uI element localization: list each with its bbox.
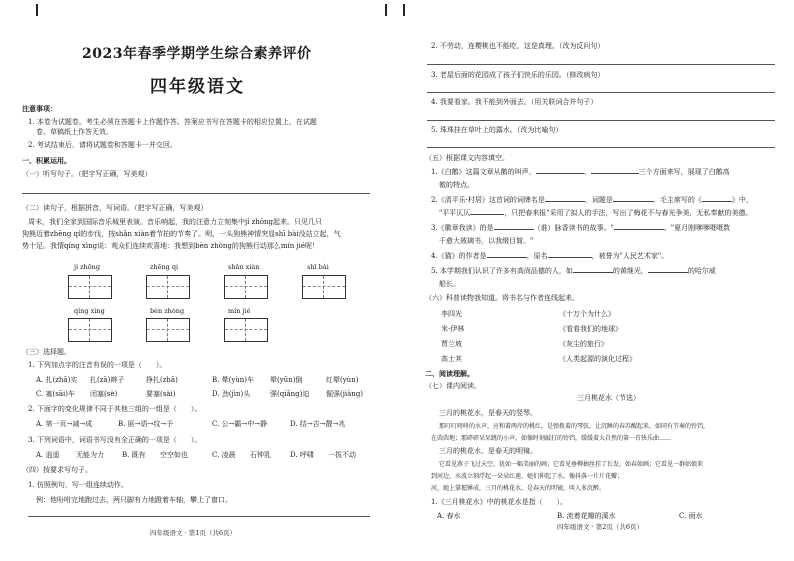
- fill-continuation: [439, 209, 752, 218]
- pinyin-label: shī bài: [307, 263, 329, 271]
- mc-option: 挣扎(zhā): [146, 376, 178, 384]
- rewrite-question: 5. 珠珠挂在草叶上的露水。（改为比喻句）: [431, 126, 563, 134]
- section-rewrite: （四）按要求写句子。: [22, 466, 92, 474]
- blank[interactable]: [548, 257, 592, 258]
- fill-text: 3.《徽章我读》的是: [431, 224, 494, 232]
- mc-option: D. 劲(jìn)头: [212, 390, 251, 398]
- reading-line: 在茵茵地；那碎碎呆呆跳的小声，如像时刻敲打的铃铛，缓缓着大自然的第一首快乐曲……: [431, 435, 672, 442]
- author-name[interactable]: 米·伊林: [441, 325, 465, 333]
- question-pinyin: （二）读句子，根据拼音，写词语。（把字写正确，写美观）: [22, 204, 208, 212]
- rewrite-question: 3. 老屋后面的花园成了孩子们快乐的乐园。（修改病句）: [431, 71, 605, 79]
- author-name[interactable]: 李四光: [441, 310, 462, 318]
- mc-option[interactable]: B. 流着花瓣的溪水: [557, 512, 616, 520]
- fill-text: ，词题是: [584, 196, 613, 204]
- fill-text: ，被誉为"人民艺术家"。: [591, 252, 669, 260]
- rewrite-example: 例：他吩咐完地跑过去，两只脚有力地蹬着车轴，攀上了窗口。: [36, 496, 232, 504]
- blank[interactable]: [573, 272, 613, 273]
- mc-option: 倔强(jiàng): [326, 390, 364, 398]
- rewrite-question: 1. 仿照例句，写一组连续动作。: [28, 481, 128, 489]
- question-dictation: （一）听写句子。（把字写正确，写美观）: [22, 170, 152, 178]
- writing-box[interactable]: [68, 275, 112, 299]
- passage-line: 狗熊迈着zhēng qí的步伐，按shǎn xiàn着节拍的节奏了。明，一头狗熊神情突显shī bài没站立起，气: [22, 230, 341, 238]
- fill-text: 1.《白鹅》这篇文章从鹅的叫声、: [431, 168, 536, 176]
- section-choice: （三）选择题。: [22, 348, 71, 356]
- blank[interactable]: [702, 201, 732, 202]
- reading-line: 三月的桃花水，是春天的明镜。: [439, 447, 537, 455]
- fill-question: [431, 267, 716, 276]
- fill-text: 》中，: [731, 196, 753, 204]
- pinyin-label: jí zhōng: [74, 263, 101, 271]
- pinyin-label: shǎn xiàn: [228, 263, 260, 271]
- pinyin-label: mín jié: [228, 307, 251, 315]
- blank[interactable]: [470, 214, 504, 215]
- pinyin-label: zhēng qí: [150, 263, 179, 271]
- answer-line: [427, 92, 775, 93]
- mc-option[interactable]: C. 雨水: [679, 512, 703, 520]
- writing-box[interactable]: [146, 275, 190, 299]
- section-heading: 一、积累运用。: [22, 156, 71, 165]
- page-footer: 四年级语文 · 第2页（共6页）: [557, 523, 643, 531]
- mc-option: 石钟乳: [250, 451, 271, 459]
- mc-option: B. 既有: [122, 451, 146, 459]
- answer-line: [22, 193, 370, 194]
- blank[interactable]: [613, 201, 653, 202]
- author-name[interactable]: 高士其: [441, 355, 462, 363]
- fill-text: 的哈尔威: [687, 267, 716, 275]
- blank[interactable]: [536, 173, 584, 174]
- fill-text: ，只把春来报"采用了拟人的手法，写出了梅花不与春光争美，无私奉献的美德。: [504, 209, 753, 217]
- fill-text: （谁）脉香读书的故事。": [533, 224, 614, 232]
- page-footer: 四年级语文 · 第1页（共6页）: [150, 529, 236, 537]
- fill-text: 。毛主席写的《: [652, 196, 702, 204]
- fill-question: [431, 168, 730, 177]
- section-match: （六）科普读物我知道。将书名与作者连线起来。: [425, 294, 579, 302]
- mc-option: 一拔不动: [328, 451, 356, 459]
- answer-line: [427, 64, 775, 65]
- fill-text: 5. 本学期我们认识了许多有高尚品德的人，如: [431, 267, 573, 275]
- book-title[interactable]: 《灰尘的旅行》: [559, 340, 608, 348]
- mc-option: A. 扎(zhā)实: [36, 376, 78, 384]
- exam-page-2: [397, 0, 794, 561]
- notice-line: 1. 本卷为试题卷。考生必须在答题卡上作题作答。答案应书写在答题卡的相应位置上，在试题: [28, 118, 317, 126]
- pinyin-label: bèn zhòng: [150, 307, 185, 315]
- fill-text: 2.《清平乐·村居》这首词的词牌名是: [431, 196, 545, 204]
- section-reading: （七）课内阅读。: [425, 382, 481, 390]
- mc-option: 红晕(yùn): [326, 376, 359, 384]
- fill-continuation: 千愈大玻璃书，以我缀目简。": [439, 237, 534, 245]
- mc-option: D. 结→吉→靓→兆: [290, 420, 346, 428]
- pinyin-label: qíng xìng: [74, 307, 105, 315]
- mc-option: C. 公→霸→中→静: [212, 420, 268, 428]
- mc-question: 1. 下列加点字的注音有误的一项是（ ）。: [28, 361, 167, 369]
- mc-option: D. 呼啸: [290, 451, 314, 459]
- book-title[interactable]: 《人类起源的演化过程》: [559, 355, 636, 363]
- mc-option: B. 晕(yùn)车: [212, 376, 255, 384]
- passage-line: 势十足。我情qíng xìng说：观众们连续欢喜地：我想到bèn zhòng的狗熊行动那么mín jié呢！: [22, 242, 320, 250]
- blank[interactable]: [494, 229, 534, 230]
- fill-continuation: 傲的特点。: [439, 181, 474, 189]
- writing-box[interactable]: [224, 275, 268, 299]
- answer-line: [28, 516, 370, 517]
- fill-text: 、: [583, 168, 591, 176]
- section-heading: 二、阅读理解。: [425, 369, 474, 378]
- mc-option: A. 逍遥: [36, 451, 60, 459]
- rewrite-question: 2. 不劳动，连樱桃也不能吃，这是真理。（改为反问句）: [431, 42, 605, 50]
- answer-line: [427, 120, 775, 121]
- mc-option: 闭塞(sè): [90, 390, 118, 398]
- fill-continuation: 船长。: [439, 280, 460, 288]
- reading-line: 它看见燕子飞过天空，犹如一幅美丽的画；它看见垂柳抽丝挂了长发，如春如画；它看见一群姑娘来: [439, 461, 704, 468]
- book-title[interactable]: 《十万个为什么》: [559, 310, 615, 318]
- answer-line: [427, 147, 775, 148]
- fill-text: "平平仄仄: [439, 209, 471, 217]
- notice-heading: 注意事项：: [22, 104, 57, 113]
- mc-question: 3. 下列词语中，词语书写没有全正确的一项是（ ）。: [28, 436, 202, 444]
- exam-title: 2023年春季学期学生综合素养评价: [82, 46, 312, 62]
- fill-question: [431, 224, 730, 233]
- book-title[interactable]: 《看看我们的地球》: [559, 325, 622, 333]
- author-name[interactable]: 贾兰坡: [441, 340, 462, 348]
- writing-box[interactable]: [68, 318, 112, 342]
- mc-option: 要塞(sài): [146, 390, 176, 398]
- mc-option: C. 塞(sāi)车: [36, 390, 76, 398]
- mc-option: 扎(zā)辫子: [90, 376, 125, 384]
- fill-text: 的黄继光，: [612, 267, 648, 275]
- mc-option: B. 匪→语→纹→予: [118, 420, 174, 428]
- fill-question: [431, 196, 753, 205]
- mc-option: C. 凌晨: [212, 451, 236, 459]
- mc-question: 2. 下面字的变化规律不同于其他三组的一组是（ ）。: [28, 405, 202, 413]
- fill-text: ，原名: [526, 252, 548, 260]
- blank[interactable]: [614, 229, 664, 230]
- reading-line: 那叮叮咚咚的水声，应和着两岸的桃红，是弹拨着的琴弦，让沉睡的春苏醒起来，如同有节奏的铃铛，: [439, 423, 710, 430]
- fill-question: [431, 252, 668, 261]
- reading-line: 三月的桃花水，是春天的竖琴。: [439, 409, 537, 417]
- blank[interactable]: [487, 257, 527, 258]
- mc-option: 空空如也: [160, 451, 188, 459]
- exam-subtitle: 四年级语文: [150, 77, 245, 97]
- blank[interactable]: [545, 201, 585, 202]
- mc-option: 晕(yūn)倒: [270, 376, 303, 384]
- mc-option: A. 第一页→减→成: [36, 420, 93, 428]
- passage-line: 周末，我们全家到国际音乐城里表演。音乐响起，我的注意力立刻集中jí zhōng起来。只见几只: [28, 218, 323, 226]
- mc-option[interactable]: A. 春水: [437, 512, 461, 520]
- reading-title: 三月桃花水（节选）: [577, 394, 640, 402]
- fill-text: 。"夏月刚嗲嗲嗫嗫数: [663, 224, 731, 232]
- writing-box[interactable]: [224, 318, 268, 342]
- section-fill: （五）根据课文内容填空。: [425, 154, 509, 162]
- fill-text: 4.《猫》的作者是: [431, 252, 487, 260]
- mc-option: 无能为力: [76, 451, 104, 459]
- mc-question: 1.《三月桃花水》中的桃花水是指（ ）。: [431, 498, 568, 506]
- writing-box[interactable]: [302, 275, 346, 299]
- notice-line: 2. 考试结束后，请将试题卷和答题卡一并交回。: [28, 141, 177, 149]
- blank[interactable]: [591, 173, 639, 174]
- writing-box[interactable]: [146, 318, 190, 342]
- notice-line: 卷、草稿纸上作答无效。: [36, 128, 113, 136]
- mc-option: 强(qiǎng)迫: [270, 390, 310, 398]
- fill-text: 三个方面来写，展现了白鹅高: [638, 168, 730, 176]
- blank[interactable]: [648, 272, 688, 273]
- reading-line: 到河边，水波立刻浮起一朵朵红莲，她们伸起了水，像抖落一片片花瓣；: [431, 473, 624, 480]
- rewrite-question: 4. 我要看家。我不能到外面去。（用关联词合并句子）: [431, 98, 598, 106]
- reading-line: 河，她上掌握锤成，三月的桃花水，是春天的明镜，叫人多沉醉。: [431, 485, 606, 492]
